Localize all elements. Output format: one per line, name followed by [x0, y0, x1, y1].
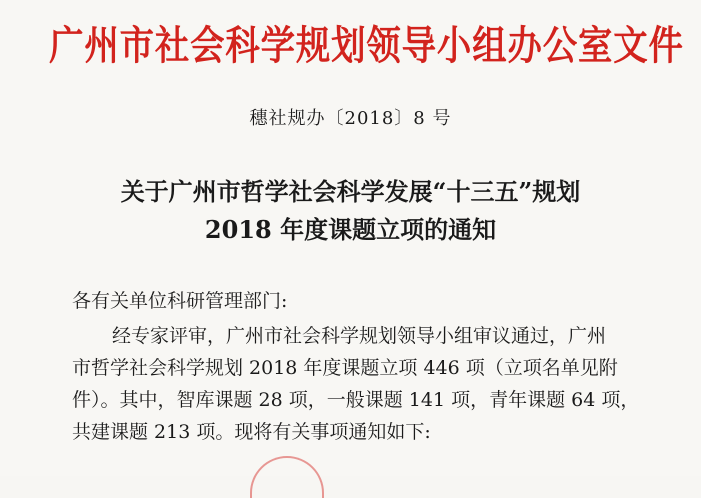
official-seal-stamp	[250, 456, 324, 498]
notice-title-line-2: 2018 年度课题立项的通知	[204, 215, 497, 244]
paragraph-line: 共建课题 213 项。现将有关事项通知如下:	[72, 421, 431, 443]
paragraph-line: 件）。其中，智库课题 28 项，一般课题 141 项，青年课题 64 项，	[72, 389, 640, 411]
body-paragraph	[72, 320, 662, 448]
issuing-office-title: 广州市社会科学规划领导小组办公室文件	[49, 22, 684, 69]
addressee-line: 各有关单位科研管理部门:	[72, 290, 288, 312]
document-number: 穗社规办〔2018〕8 号	[249, 108, 452, 129]
notice-title-line-1: 关于广州市哲学社会科学发展“十三五”规划	[120, 177, 581, 206]
paragraph-line: 市哲学社会科学规划 2018 年度课题立项 446 项（立项名单见附	[72, 357, 618, 379]
paragraph-line: 经专家评审，广州市社会科学规划领导小组审议通过，广州	[112, 325, 607, 347]
